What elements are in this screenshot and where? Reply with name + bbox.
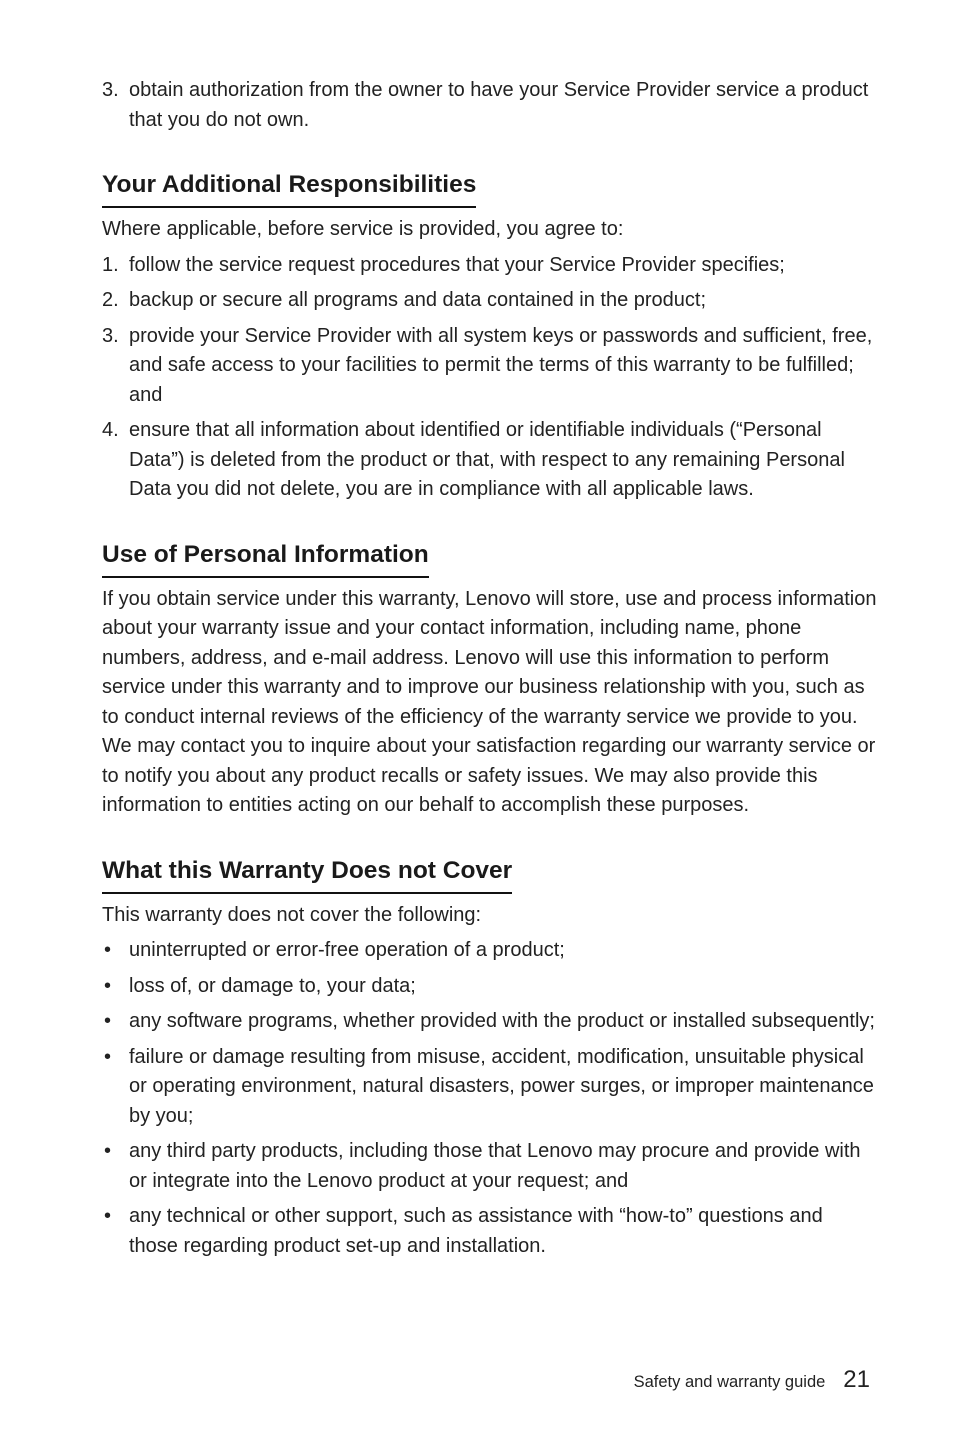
list-marker: 4. <box>102 419 119 441</box>
guide-title: Safety and warranty guide <box>633 1373 826 1391</box>
section-heading: Your Additional Responsibilities <box>102 169 476 208</box>
section-lead: This warranty does not cover the following: <box>102 903 482 926</box>
list-item <box>102 1137 877 1196</box>
list-marker: 3. <box>102 79 119 101</box>
list-item-text: loss of, or damage to, your data; <box>129 974 416 997</box>
list-item-text: uninterrupted or error-free operation of a product; <box>129 939 565 961</box>
list-item <box>102 251 877 281</box>
list-item <box>102 322 877 411</box>
section-responsibilities <box>102 169 877 505</box>
list-item <box>102 416 877 505</box>
list-marker: 2. <box>102 289 119 311</box>
intro-list-item <box>102 76 877 135</box>
list-item <box>102 1202 877 1261</box>
list-item-text: any technical or other support, such as assistance with “how-to” questions and those regarding product set-up and installation. <box>129 1205 823 1257</box>
list-item-text: any third party products, including those that Lenovo may procure and provide with or integrate into the Lenovo product at your request; and <box>129 1140 861 1192</box>
list-item-text: follow the service request procedures that your Service Provider specifies; <box>129 253 785 276</box>
bullet-list <box>102 936 877 1261</box>
list-item <box>102 1043 877 1132</box>
list-item <box>102 936 877 966</box>
section-heading: Use of Personal Information <box>102 539 429 578</box>
list-item-text: backup or secure all programs and data contained in the product; <box>129 289 707 311</box>
bullet-marker: • <box>104 939 112 961</box>
section-not-covered <box>102 855 877 1262</box>
document-page <box>102 76 877 1261</box>
bullet-marker: • <box>104 1205 112 1227</box>
page-footer <box>634 1366 870 1394</box>
list-item <box>102 1007 877 1037</box>
list-item-text: any software programs, whether provided with the product or installed subsequently; <box>129 1010 875 1032</box>
section-personal-info <box>102 539 877 821</box>
list-item-text: provide your Service Provider with all system keys or passwords and sufficient, free, and safe access to your facilities to permit the terms of this warranty to be fulfilled; and <box>129 324 873 406</box>
list-marker: 3. <box>102 324 119 347</box>
bullet-marker: • <box>104 1045 112 1068</box>
numbered-list <box>102 251 877 505</box>
bullet-marker: • <box>104 1140 112 1162</box>
section-heading: What this Warranty Does not Cover <box>102 855 512 894</box>
list-item <box>102 972 877 1002</box>
list-item <box>102 286 877 316</box>
bullet-marker: • <box>104 1010 112 1032</box>
bullet-marker: • <box>104 974 112 997</box>
page-number: 21 <box>843 1366 870 1393</box>
list-item-text: ensure that all information about identified or identifiable individuals (“Personal Data”) is deleted from the product or that, with respect to any remaining Personal Data you did not delete, you are in compliance with all applicable laws. <box>129 419 845 500</box>
section-body: If you obtain service under this warranty, Lenovo will store, use and process information about your warranty issue and your contact information, including name, phone numbers, address, and e-mail address. Lenovo will use this information to perform service under this warranty and to improve our business relationship with you, such as to conduct internal reviews of the efficiency of the warranty service we provide to you. We may contact you to inquire about your satisfaction regarding our warranty service or to notify you about any product recalls or safety issues. We may also provide this information to entities acting on our behalf to accomplish these purposes. <box>102 587 877 816</box>
list-item-text: obtain authorization from the owner to have your Service Provider service a product that you do not own. <box>129 79 869 131</box>
list-marker: 1. <box>102 253 119 276</box>
section-lead: Where applicable, before service is provided, you agree to: <box>102 218 624 240</box>
list-item-text: failure or damage resulting from misuse, accident, modification, unsuitable physical or operating environment, natural disasters, power surges, or improper maintenance by you; <box>129 1045 874 1127</box>
